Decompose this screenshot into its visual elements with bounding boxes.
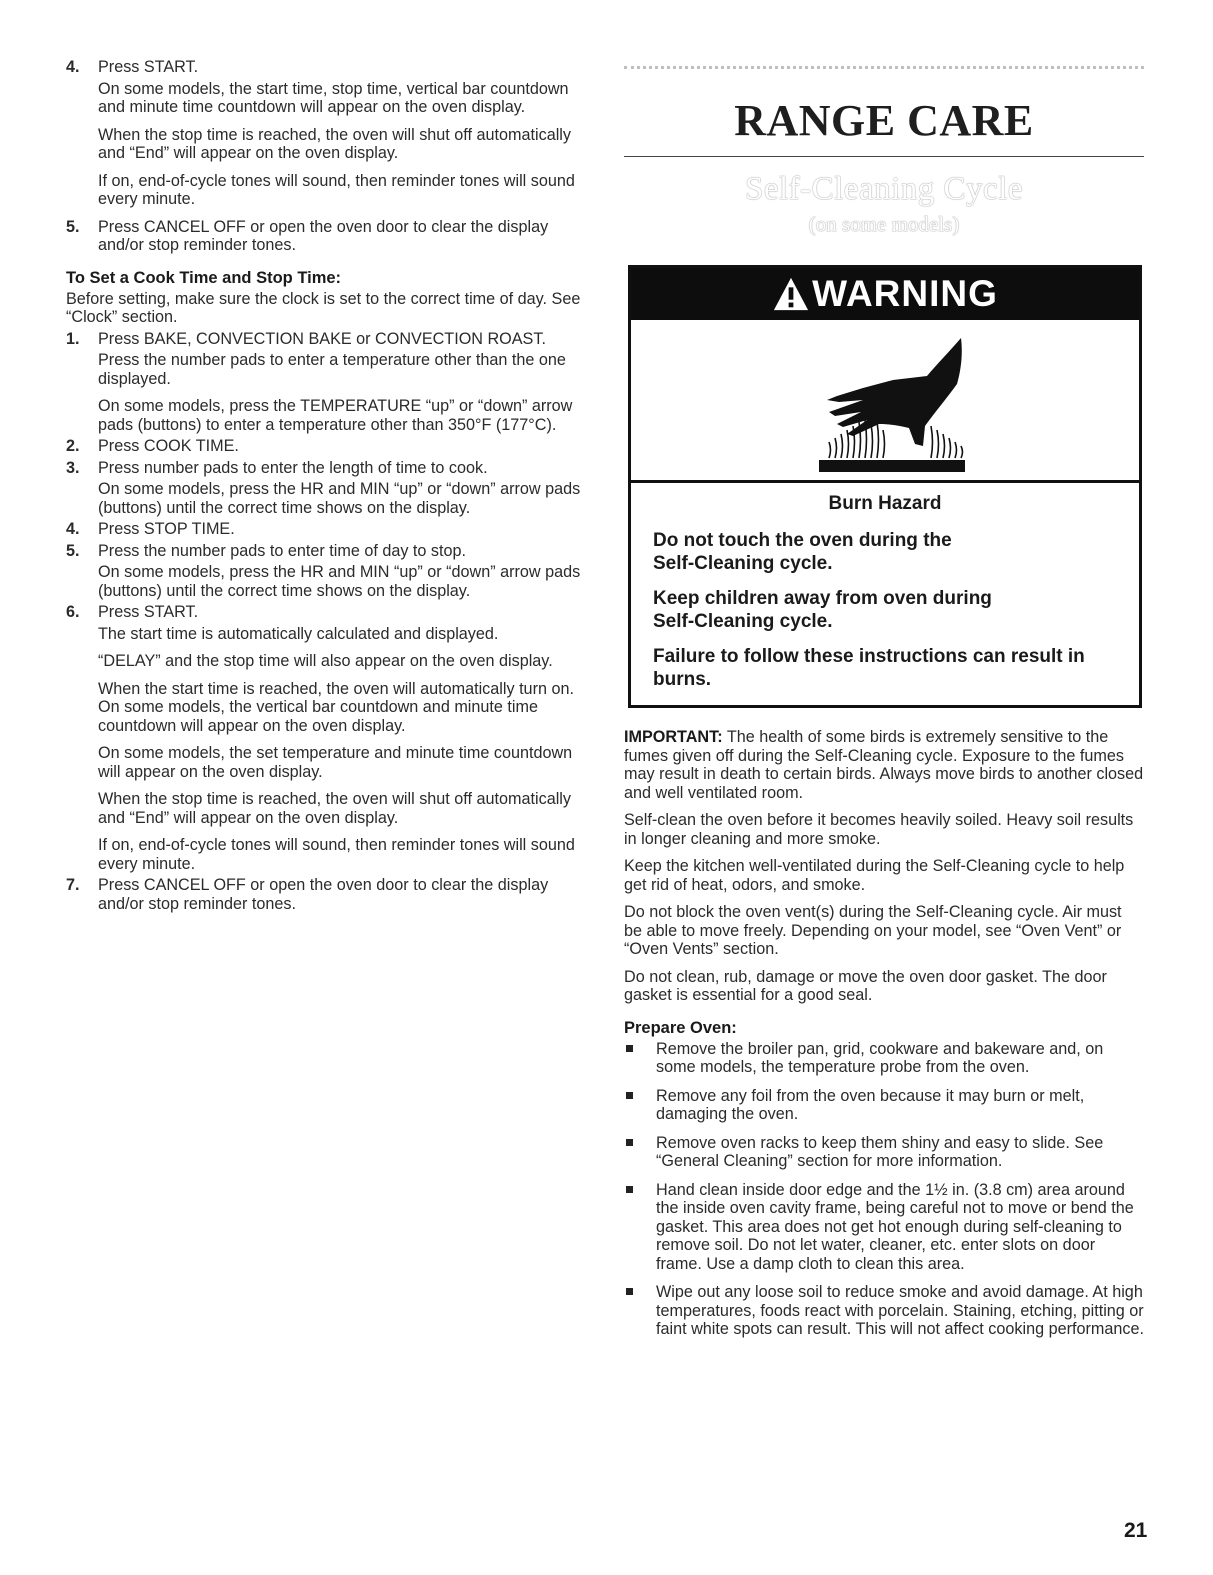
bullet-text: Hand clean inside door edge and the 1½ in. (3.8 cm) area around the inside oven cavity frame, being careful not to move or bend the gasket. This area does not get hot enough during self-cleaning to remove soil. Do not let water, cleaner, etc. enter slots on door frame. Use a damp cloth to clean this area.: [656, 1180, 1134, 1273]
step-5-cancel: [66, 218, 596, 255]
step-number: 6.: [66, 603, 80, 621]
bullet-square-icon: [626, 1288, 633, 1295]
warning-triangle-icon: [772, 275, 810, 313]
step-number: 2.: [66, 437, 80, 455]
left-column: [66, 58, 596, 922]
care-para: Self-clean the oven before it becomes heavily soiled. Heavy soil results in longer cleaning and more smoke.: [624, 811, 1134, 848]
section-intro: Before setting, make sure the clock is set to the correct time of day. See “Clock” section.: [66, 289, 581, 326]
step-label: Press START.: [98, 58, 199, 76]
care-para: Do not clean, rub, damage or move the oven door gasket. The door gasket is essential for a good seal.: [624, 967, 1107, 1004]
dotted-divider: [624, 66, 1144, 81]
care-para: Keep the kitchen well-ventilated during the Self-Cleaning cycle to help get rid of heat, odors, and smoke.: [624, 857, 1125, 894]
bullet-text: Remove oven racks to keep them shiny and easy to slide. See “General Cleaning” section for more information.: [656, 1133, 1104, 1170]
hazard-title: Burn Hazard: [828, 493, 942, 514]
step-para: The start time is automatically calculated and displayed.: [98, 624, 499, 643]
step-number: 4.: [66, 520, 80, 538]
step-label: Press number pads to enter the length of time to cook.: [98, 458, 488, 477]
step-para: When the start time is reached, the oven will automatically turn on. On some models, the vertical bar countdown and minute time countdown will appear on the oven display.: [98, 679, 574, 735]
bullet-text: Remove any foil from the oven because it may burn or melt, damaging the oven.: [656, 1086, 1085, 1123]
step-label: Press START.: [98, 603, 199, 621]
step-item: [66, 520, 596, 539]
warning-line: Keep children away from oven during Self-Cleaning cycle.: [653, 588, 992, 632]
step-para: On some models, the start time, stop time, vertical bar countdown and minute time countdown will appear on the oven display.: [98, 79, 569, 116]
step-para: When the stop time is reached, the oven will shut off automatically and “End” will appear on the oven display.: [98, 790, 571, 827]
step-para: On some models, the set temperature and minute time countdown will appear on the oven display.: [98, 744, 573, 781]
step-number: 5.: [66, 541, 80, 560]
burn-hazard-picture: [631, 320, 1139, 483]
hot-surface-hand-icon: [631, 320, 1139, 480]
section-subtitle: Self-Cleaning Cycle: [744, 171, 1023, 207]
prepare-bullet: [624, 1134, 1144, 1171]
step-number: 4.: [66, 58, 80, 76]
step-para: If on, end-of-cycle tones will sound, then reminder tones will sound every minute.: [98, 836, 575, 873]
step-number: 5.: [66, 217, 80, 236]
prepare-bullet: [624, 1283, 1144, 1339]
cook-stop-steps: [66, 330, 596, 914]
prepare-bullet: [624, 1087, 1144, 1124]
important-note: [624, 728, 1144, 802]
title-rule: [624, 156, 1144, 157]
step-item: [66, 459, 596, 478]
step-para: On some models, press the HR and MIN “up” or “down” arrow pads (buttons) until the correct time shows on the display.: [98, 563, 581, 600]
prepare-bullet: [624, 1181, 1144, 1274]
section-subtitle-note: (on some models): [808, 212, 960, 236]
bullet-text: Wipe out any loose soil to reduce smoke and avoid damage. At high temperatures, foods react with porcelain. Staining, etching, pitting or faint white spots can result. This will not affect cooking performance.: [656, 1283, 1144, 1338]
step-para: Press the number pads to enter a temperature other than the one displayed.: [98, 351, 566, 388]
step-label: Press the number pads to enter time of day to stop.: [98, 541, 467, 560]
step-label: Press COOK TIME.: [98, 437, 239, 455]
important-label: IMPORTANT:: [624, 728, 723, 746]
care-para: Do not block the oven vent(s) during the Self-Cleaning cycle. Air must be able to move freely. Depending on your model, see “Oven Vent” or “Oven Vents” section.: [624, 903, 1122, 958]
step-para: If on, end-of-cycle tones will sound, then reminder tones will sound every minute.: [98, 171, 575, 208]
step-item: [66, 876, 596, 913]
step-para: “DELAY” and the stop time will also appear on the oven display.: [98, 652, 553, 670]
step-item: [66, 437, 596, 456]
step-item: [66, 330, 596, 349]
warning-header: [631, 268, 1139, 320]
page-number: 21: [1124, 1519, 1148, 1542]
step-number: 1.: [66, 329, 80, 348]
step-item: [66, 542, 596, 561]
step-label: Press BAKE, CONVECTION BAKE or CONVECTION ROAST.: [98, 329, 546, 348]
step-para: On some models, press the TEMPERATURE “up” or “down” arrow pads (buttons) to enter a temperature other than 350°F (177°C).: [98, 397, 573, 434]
bullet-text: Remove the broiler pan, grid, cookware and bakeware and, on some models, the temperature probe from the oven.: [656, 1039, 1104, 1076]
step-label: Press CANCEL OFF or open the oven door to clear the display and/or stop reminder tones.: [98, 217, 549, 254]
step-item: [66, 603, 596, 622]
prepare-list: [624, 1040, 1144, 1339]
prepare-bullet: [624, 1040, 1144, 1077]
step-para: On some models, press the HR and MIN “up” or “down” arrow pads (buttons) until the correct time shows on the display.: [98, 480, 581, 517]
warning-text: [631, 483, 1139, 705]
step-label: Press CANCEL OFF or open the oven door to clear the display and/or stop reminder tones.: [98, 876, 549, 913]
step-number: 7.: [66, 876, 80, 894]
important-text: The health of some birds is extremely sensitive to the fumes given off during the Self-Cleaning cycle. Exposure to the fumes may result in death to certain birds. Always move birds to another closed and well ventilated room.: [624, 728, 1144, 802]
warning-line: Do not touch the oven during the Self-Cleaning cycle.: [653, 530, 952, 574]
step-label: Press STOP TIME.: [98, 520, 235, 538]
warning-box: [628, 265, 1142, 708]
bullet-square-icon: [626, 1092, 633, 1099]
step-number: 3.: [66, 458, 80, 477]
bullet-square-icon: [626, 1045, 633, 1052]
section-heading: To Set a Cook Time and Stop Time:: [66, 268, 342, 287]
step-para: When the stop time is reached, the oven will shut off automatically and “End” will appear on the oven display.: [98, 125, 571, 162]
right-column: [624, 58, 1144, 1349]
step-4-start: [66, 58, 596, 77]
bullet-square-icon: [626, 1139, 633, 1146]
warning-line: Failure to follow these instructions can result in burns.: [653, 646, 1085, 690]
bullet-square-icon: [626, 1186, 633, 1193]
warning-label: WARNING: [812, 273, 998, 314]
page-title: RANGE CARE: [734, 96, 1034, 145]
prepare-heading: Prepare Oven:: [624, 1018, 737, 1037]
